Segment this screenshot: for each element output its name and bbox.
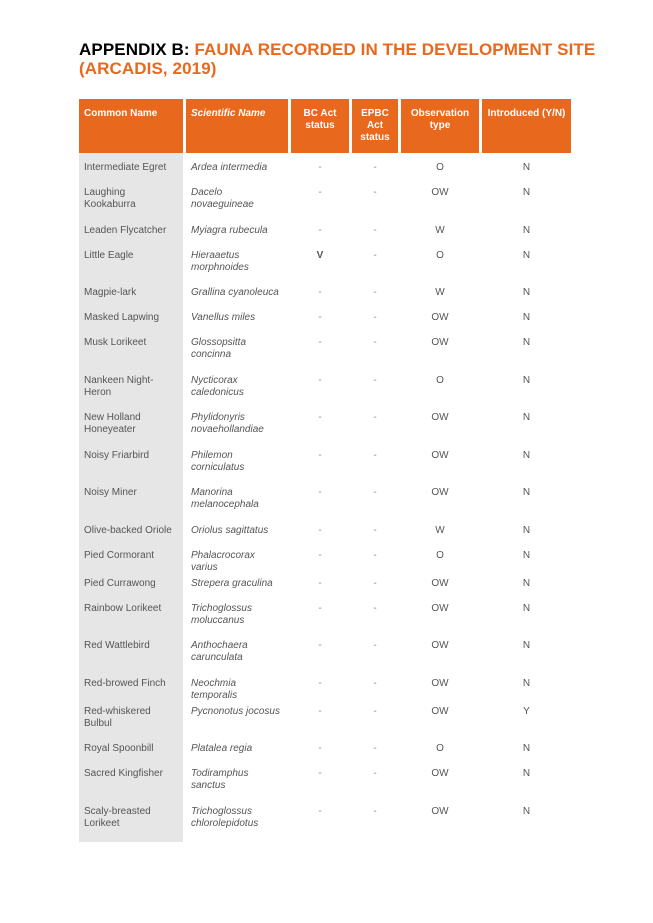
observation-type-cell: OW: [431, 640, 449, 651]
scientific-name-cell: Phylidonyris novaehollandiae: [191, 412, 264, 435]
introduced-cell: N: [522, 337, 531, 348]
introduced-cell: N: [522, 805, 531, 817]
table-row: [79, 739, 571, 764]
table-row: [79, 674, 571, 702]
epbc-status-cell: -: [373, 768, 377, 779]
bc-status-cell: -: [318, 487, 322, 498]
header-introduced: Introduced (Y/N): [482, 99, 571, 153]
common-name-cell: New Holland Honeyeater: [79, 408, 183, 446]
introduced-cell: N: [522, 743, 531, 754]
fauna-table: [76, 99, 574, 842]
scientific-name-cell: Trichoglossus moluccanus: [191, 602, 252, 626]
bc-status-cell: -: [318, 412, 322, 423]
header-scientific-name: Scientific Name: [186, 99, 288, 153]
observation-type-cell: OW: [431, 187, 449, 198]
introduced-cell: N: [522, 312, 531, 323]
introduced-cell: N: [522, 162, 531, 173]
bc-status-cell: -: [318, 549, 322, 561]
table-row: [79, 221, 571, 246]
introduced-cell: N: [522, 577, 531, 589]
fauna-table-body: [79, 153, 571, 842]
table-row: [79, 333, 571, 371]
header-observation-type: Observation type: [401, 99, 479, 153]
header-bc-act-status: BC Act status: [291, 99, 349, 153]
epbc-status-cell: -: [373, 677, 377, 689]
scientific-name-cell: Ardea intermedia: [191, 162, 268, 173]
table-row: [79, 599, 571, 637]
observation-type-cell: O: [436, 374, 444, 386]
bc-status-cell: -: [318, 577, 322, 589]
bc-status-cell: -: [318, 337, 322, 348]
scientific-name-cell: Todiramphus sanctus: [191, 768, 249, 791]
scientific-name-cell: Pycnonotus jocosus: [191, 705, 280, 717]
common-name-cell: Masked Lapwing: [79, 308, 183, 333]
observation-type-cell: W: [435, 287, 445, 298]
table-row: [79, 446, 571, 484]
common-name-cell: Noisy Miner: [79, 483, 183, 521]
scientific-name-cell: Nycticorax caledonicus: [191, 374, 244, 398]
bc-status-cell: -: [318, 374, 322, 386]
introduced-cell: N: [522, 287, 531, 298]
epbc-status-cell: -: [373, 524, 377, 536]
scientific-name-cell: Hieraaetus morphnoides: [191, 249, 249, 273]
bc-status-cell: -: [318, 805, 322, 817]
observation-type-cell: OW: [431, 487, 449, 498]
common-name-cell: Leaden Flycatcher: [79, 221, 183, 246]
epbc-status-cell: -: [373, 743, 377, 754]
scientific-name-cell: Grallina cyanoleuca: [191, 287, 279, 298]
scientific-name-cell: Platalea regia: [191, 743, 253, 754]
epbc-status-cell: -: [373, 412, 377, 423]
observation-type-cell: W: [435, 224, 445, 236]
epbc-status-cell: -: [373, 705, 377, 717]
bc-status-cell: -: [318, 187, 322, 198]
bc-status-cell: -: [318, 449, 322, 461]
introduced-cell: N: [522, 449, 531, 461]
table-row: [79, 521, 571, 546]
epbc-status-cell: -: [373, 449, 377, 461]
common-name-cell: Red-browed Finch: [79, 674, 183, 702]
table-row: [79, 764, 571, 802]
epbc-status-cell: -: [373, 602, 377, 614]
epbc-status-cell: -: [373, 577, 377, 589]
common-name-cell: Rainbow Lorikeet: [79, 599, 183, 637]
observation-type-cell: OW: [431, 602, 449, 614]
introduced-cell: N: [522, 412, 531, 423]
introduced-cell: N: [522, 677, 531, 689]
scientific-name-cell: Anthochaera carunculata: [191, 640, 248, 663]
bc-status-cell: -: [318, 524, 322, 536]
bc-status-cell: -: [318, 312, 322, 323]
bc-status-cell: -: [318, 768, 322, 779]
observation-type-cell: OW: [431, 805, 449, 817]
epbc-status-cell: -: [373, 162, 377, 173]
bc-status-cell: -: [318, 640, 322, 651]
scientific-name-cell: Philemon corniculatus: [191, 449, 245, 473]
observation-type-cell: OW: [431, 412, 449, 423]
common-name-cell: Red Wattlebird: [79, 636, 183, 674]
scientific-name-cell: Trichoglossus chlorolepidotus: [191, 805, 259, 829]
scientific-name-cell: Phalacrocorax varius: [191, 549, 255, 573]
epbc-status-cell: -: [373, 487, 377, 498]
common-name-cell: Musk Lorikeet: [79, 333, 183, 371]
bc-status-cell: -: [318, 743, 322, 754]
common-name-cell: Magpie-lark: [79, 283, 183, 308]
introduced-cell: N: [522, 524, 531, 536]
common-name-cell: Red-whiskered Bulbul: [79, 702, 183, 740]
table-row: [79, 546, 571, 574]
scientific-name-cell: Dacelo novaeguineae: [191, 187, 254, 210]
table-row: [79, 158, 571, 183]
scientific-name-cell: Vanellus miles: [191, 312, 256, 323]
epbc-status-cell: -: [373, 337, 377, 348]
introduced-cell: N: [522, 224, 531, 236]
page-heading: [79, 40, 599, 78]
introduced-cell: Y: [523, 705, 530, 717]
observation-type-cell: OW: [431, 705, 449, 717]
heading-prefix: APPENDIX B:: [79, 40, 195, 59]
common-name-cell: Pied Currawong: [79, 574, 183, 599]
common-name-cell: Laughing Kookaburra: [79, 183, 183, 221]
observation-type-cell: O: [436, 549, 444, 561]
common-name-cell: Noisy Friarbird: [79, 446, 183, 484]
observation-type-cell: W: [435, 524, 445, 536]
introduced-cell: N: [522, 374, 531, 386]
bc-status-cell: -: [318, 224, 322, 236]
table-row: [79, 483, 571, 521]
epbc-status-cell: -: [373, 224, 377, 236]
introduced-cell: N: [522, 602, 531, 614]
table-row: [79, 574, 571, 599]
scientific-name-cell: Strepera graculina: [191, 577, 273, 589]
common-name-cell: Nankeen Night-Heron: [79, 371, 183, 409]
observation-type-cell: O: [436, 162, 444, 173]
scientific-name-cell: Glossopsitta concinna: [191, 337, 247, 360]
observation-type-cell: OW: [431, 577, 449, 589]
introduced-cell: N: [522, 187, 531, 198]
table-row: [79, 308, 571, 333]
bc-status-cell: -: [318, 162, 322, 173]
common-name-cell: Royal Spoonbill: [79, 739, 183, 764]
common-name-cell: Scaly-breasted Lorikeet: [79, 802, 183, 842]
common-name-cell: Little Eagle: [79, 246, 183, 284]
observation-type-cell: OW: [431, 449, 449, 461]
epbc-status-cell: -: [373, 805, 377, 817]
scientific-name-cell: Manorina melanocephala: [191, 487, 259, 510]
common-name-cell: Olive-backed Oriole: [79, 521, 183, 546]
heading-title: FAUNA RECORDED IN THE DEVELOPMENT SITE (ARCADIS, 2019): [79, 40, 596, 78]
table-row: [79, 246, 571, 284]
table-header-row: [79, 99, 571, 153]
bc-status-cell: -: [318, 677, 322, 689]
observation-type-cell: OW: [431, 312, 449, 323]
epbc-status-cell: -: [373, 374, 377, 386]
introduced-cell: N: [522, 487, 531, 498]
bc-status-cell: -: [318, 287, 322, 298]
header-common-name: Common Name: [79, 99, 183, 153]
table-row: [79, 636, 571, 674]
bc-status-cell: -: [318, 705, 322, 717]
observation-type-cell: OW: [431, 337, 449, 348]
scientific-name-cell: Myiagra rubecula: [191, 224, 268, 236]
introduced-cell: N: [522, 249, 531, 261]
observation-type-cell: O: [436, 743, 444, 754]
observation-type-cell: OW: [431, 768, 449, 779]
header-epbc-act-status: EPBC Act status: [352, 99, 398, 153]
epbc-status-cell: -: [373, 187, 377, 198]
table-row: [79, 283, 571, 308]
common-name-cell: Intermediate Egret: [79, 158, 183, 183]
observation-type-cell: OW: [431, 677, 449, 689]
table-row: [79, 371, 571, 409]
common-name-cell: Sacred Kingfisher: [79, 764, 183, 802]
table-row: [79, 702, 571, 740]
bc-status-cell: -: [318, 602, 322, 614]
epbc-status-cell: -: [373, 249, 377, 261]
bc-status-cell: V: [316, 249, 324, 261]
epbc-status-cell: -: [373, 287, 377, 298]
introduced-cell: N: [522, 768, 531, 779]
epbc-status-cell: -: [373, 549, 377, 561]
common-name-cell: Pied Cormorant: [79, 546, 183, 574]
introduced-cell: N: [522, 549, 531, 561]
table-row: [79, 408, 571, 446]
table-row: [79, 183, 571, 221]
epbc-status-cell: -: [373, 312, 377, 323]
table-row: [79, 802, 571, 842]
scientific-name-cell: Oriolus sagittatus: [191, 524, 269, 536]
introduced-cell: N: [522, 640, 531, 651]
observation-type-cell: O: [436, 249, 444, 261]
epbc-status-cell: -: [373, 640, 377, 651]
scientific-name-cell: Neochmia temporalis: [191, 677, 238, 701]
